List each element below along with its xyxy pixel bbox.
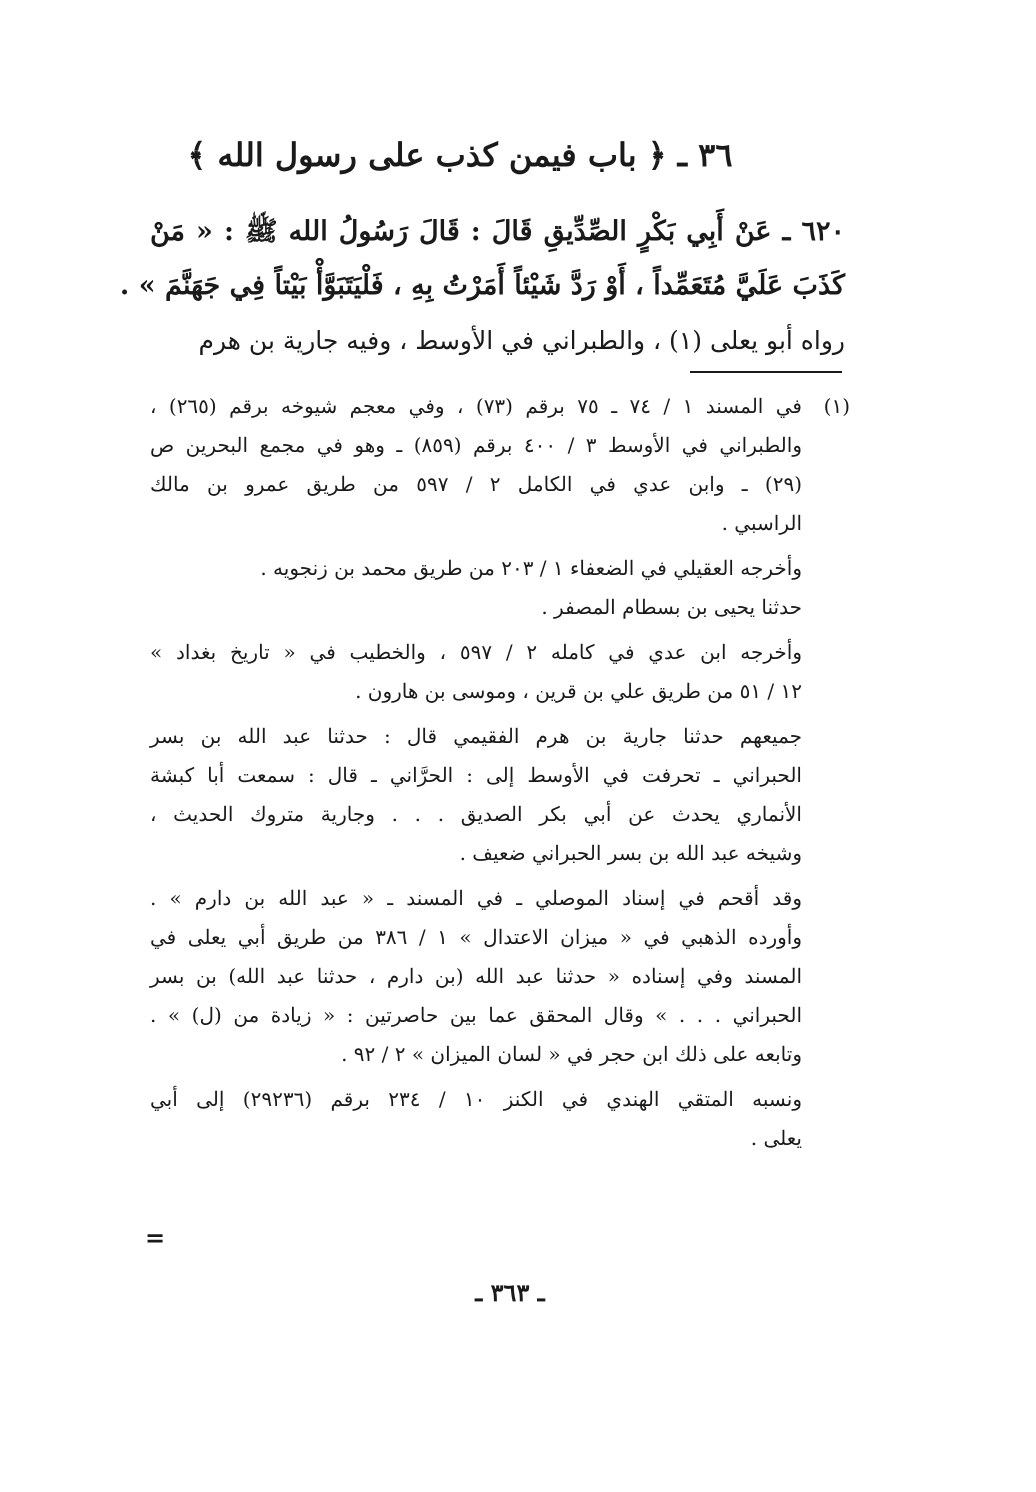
footnotes	[150, 387, 850, 1164]
source-attribution: رواه أبو يعلى (١) ، والطبراني في الأوسط ، وفيه جارية بن هرم	[198, 326, 845, 355]
footnote-line: في المسند ١ / ٧٤ ـ ٧٥ برقم (٧٣) ، وفي معجم شيوخه برقم (٢٦٥) ،	[150, 394, 802, 418]
hadith-line: ٦٢٠ ـ عَنْ أَبِي بَكْرٍ الصِّدِّيقِ قَالَ : قَالَ رَسُولُ الله ﷺ : « مَنْ	[150, 216, 845, 247]
footnote-line: يعلى .	[750, 1126, 802, 1150]
footnote-line: الحبراني . . . » وقال المحقق عما بين حاصرتين : « زيادة من (ل) » .	[150, 1003, 802, 1027]
footnote-line: وتابعه على ذلك ابن حجر في « لسان الميزان » ٢ / ٩٢ .	[341, 1042, 802, 1066]
footnote-line: وأخرجه العقيلي في الضعفاء ١ / ٢٠٣ من طريق محمد بن زنجويه .	[260, 556, 802, 580]
footnote-paragraph	[150, 633, 850, 711]
footnote-line: الأنماري يحدث عن أبي بكر الصديق . . . وجارية متروك الحديث ،	[150, 802, 802, 826]
chapter-title: ٣٦ ـ ﴿ باب فيمن كذب على رسول الله ﴾	[187, 136, 733, 174]
hadith-text	[119, 205, 845, 313]
footnote-line: والطبراني في الأوسط ٣ / ٤٠٠ برقم (٨٥٩) ـ وهو في مجمع البحرين ص	[150, 433, 802, 457]
footnote-paragraph	[150, 1080, 850, 1158]
footnote-line: وأخرجه ابن عدي في كامله ٢ / ٥٩٧ ، والخطيب في « تاريخ بغداد »	[150, 640, 802, 664]
footnote-line: الحبراني ـ تحرفت في الأوسط إلى : الحرَّاني ـ قال : سمعت أبا كبشة	[150, 763, 802, 787]
footnote-line: (٢٩) ـ وابن عدي في الكامل ٢ / ٥٩٧ من طريق عمرو بن مالك	[150, 472, 803, 496]
hadith-line: كَذَبَ عَلَيَّ مُتَعَمِّداً ، أَوْ رَدَّ شَيْئاً أَمَرْتُ بِهِ ، فَلْيَتَبَوَّأْ بَيْتاً فِي جَهَنَّمَ » .	[119, 270, 845, 301]
footnote-paragraph	[150, 717, 850, 873]
footnote-paragraph	[150, 879, 850, 1074]
footnote-paragraph	[150, 387, 850, 543]
footnote-line: المسند وفي إسناده « حدثنا عبد الله (بن دارم ، حدثنا عبد الله) بن بسر	[150, 964, 802, 988]
footnote-line: ١٢ / ٥١ من طريق علي بن قرين ، وموسى بن هارون .	[355, 679, 802, 703]
footnote-divider	[690, 371, 842, 373]
footnote-line: الراسبي .	[721, 511, 802, 535]
footnote-line: وأورده الذهبي في « ميزان الاعتدال » ١ / ٣٨٦ من طريق أبي يعلى في	[150, 925, 803, 949]
footnote-line: حدثنا يحيى بن بسطام المصفر .	[541, 595, 802, 619]
footnote-line: جميعهم حدثنا جارية بن هرم الفقيمي قال : حدثنا عبد الله بن بسر	[150, 724, 802, 748]
page-number: ـ ٣٦٣ ـ	[475, 1278, 545, 1307]
footnote-paragraph	[150, 549, 850, 627]
continuation-marker: =	[145, 1223, 166, 1252]
footnote-line: وقد أقحم في إسناد الموصلي ـ في المسند ـ « عبد الله بن دارم » .	[150, 886, 802, 910]
footnote-line: ونسبه المتقي الهندي في الكنز ١٠ / ٢٣٤ برقم (٢٩٢٣٦) إلى أبي	[150, 1087, 802, 1111]
footnote-number: (١)	[823, 394, 850, 418]
footnote-line: وشيخه عبد الله بن بسر الحبراني ضعيف .	[459, 841, 802, 865]
